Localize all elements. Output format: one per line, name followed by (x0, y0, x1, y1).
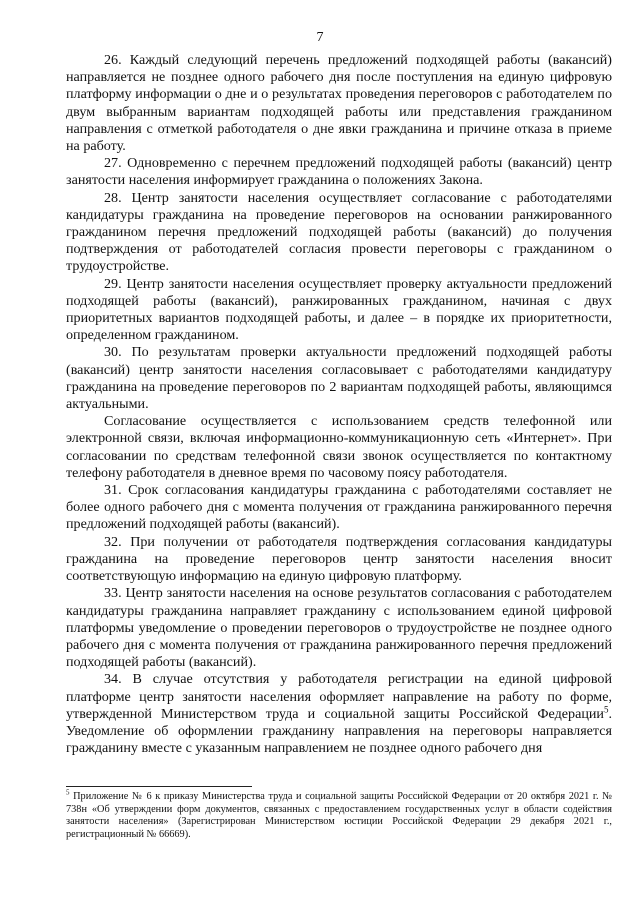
paragraph-33: 33. Центр занятости населения на основе результатов согласования с работодателем кандидатуры гражданина направляет гражданину с использованием единой цифровой платформы уведомление о проведении переговоров о трудоустройстве не позднее одного рабочего дня с момента получения от гражданина ранжированного перечня предложений подходящей работы (вакансий). (66, 585, 612, 671)
paragraph-34-text: 34. В случае отсутствия у работодателя регистрации на единой цифровой платформе центр занятости населения оформляет направление на работу по форме, утвержденной Министерством труда и социальной защиты Российской Федерации (66, 671, 612, 722)
footnote-text-block (66, 788, 612, 841)
paragraph-30-agreement: Согласование осуществляется с использованием средств телефонной или электронной связи, включая информационно-коммуникационную сеть «Интернет». При согласовании по средствам телефонной связи звонок осуществляется по контактному телефону работодателя в дневное время по часовому поясу работодателя. (66, 413, 612, 481)
paragraph-31: 31. Срок согласования кандидатуры гражданина с работодателями составляет не более одного рабочего дня с момента получения от гражданина ранжированного перечня предложений подходящей работы (вакансий). (66, 482, 612, 533)
paragraph-29: 29. Центр занятости населения осуществляет проверку актуальности предложений подходящей работы (вакансий), ранжированных гражданином, начиная с двух приоритетных вариантов подходящей работы, и далее – в порядке их приоритетности, определенном гражданином. (66, 275, 612, 344)
paragraph-28: 28. Центр занятости населения осуществляет согласование с работодателями кандидатуры гражданина на проведение переговоров на основании ранжированного гражданином перечня предложений подходящей работы (вакансий) до получения подтверждения от работодателей согласия провести переговоры с гражданином о трудоустройстве. (66, 189, 612, 275)
paragraph-27: 27. Одновременно с перечнем предложений подходящей работы (вакансий) центр занятости населения информирует гражданина о положениях Закона. (66, 155, 612, 189)
footnote-mark: 5 (66, 788, 70, 797)
paragraph-30: 30. По результатам проверки актуальности предложений подходящей работы (вакансий) центр занятости населения согласовывает с работодателями кандидатуру гражданина на проведение переговоров по 2 вариантам подходящей работы, являющимся актуальными. (66, 344, 612, 413)
paragraph-34-continuation: . Уведомление об оформлении гражданину направления на переговоры направляется гражданину вместе с указанным направлением не позднее одного рабочего дня (66, 705, 612, 757)
footnote-divider (66, 786, 252, 787)
paragraph-34 (66, 671, 612, 757)
paragraph-32: 32. При получении от работодателя подтверждения согласования кандидатуры гражданина на проведение переговоров центр занятости населения вносит соответствующую информацию на единую цифровую платформу. (66, 533, 612, 585)
footnote-reference: 5 (603, 704, 609, 715)
document-body (66, 52, 612, 757)
paragraph-26: 26. Каждый следующий перечень предложений подходящей работы (вакансий) направляется не позднее одного рабочего дня после поступления на единую цифровую платформу информации о дне и о результатах проведения переговоров с работодателем по двум выбранным вариантам подходящей работы или представления гражданином направления с отметкой работодателя о дне явки гражданина и причине отказа в приеме на работу. (66, 52, 612, 155)
footnote (66, 788, 612, 841)
footnote-text: Приложение № 6 к приказу Министерства труда и социальной защиты Российской Федерации от 20 октября 2021 г. № 738н «Об утверждении форм документов, связанных с предоставлением государственных услуг в области содействия занятости населения» (Зарегистрирован Министерством юстиции Российской Федерации 29 декабря 2021 г., регистрационный № 66669). (66, 791, 612, 840)
page-number: 7 (316, 30, 324, 45)
